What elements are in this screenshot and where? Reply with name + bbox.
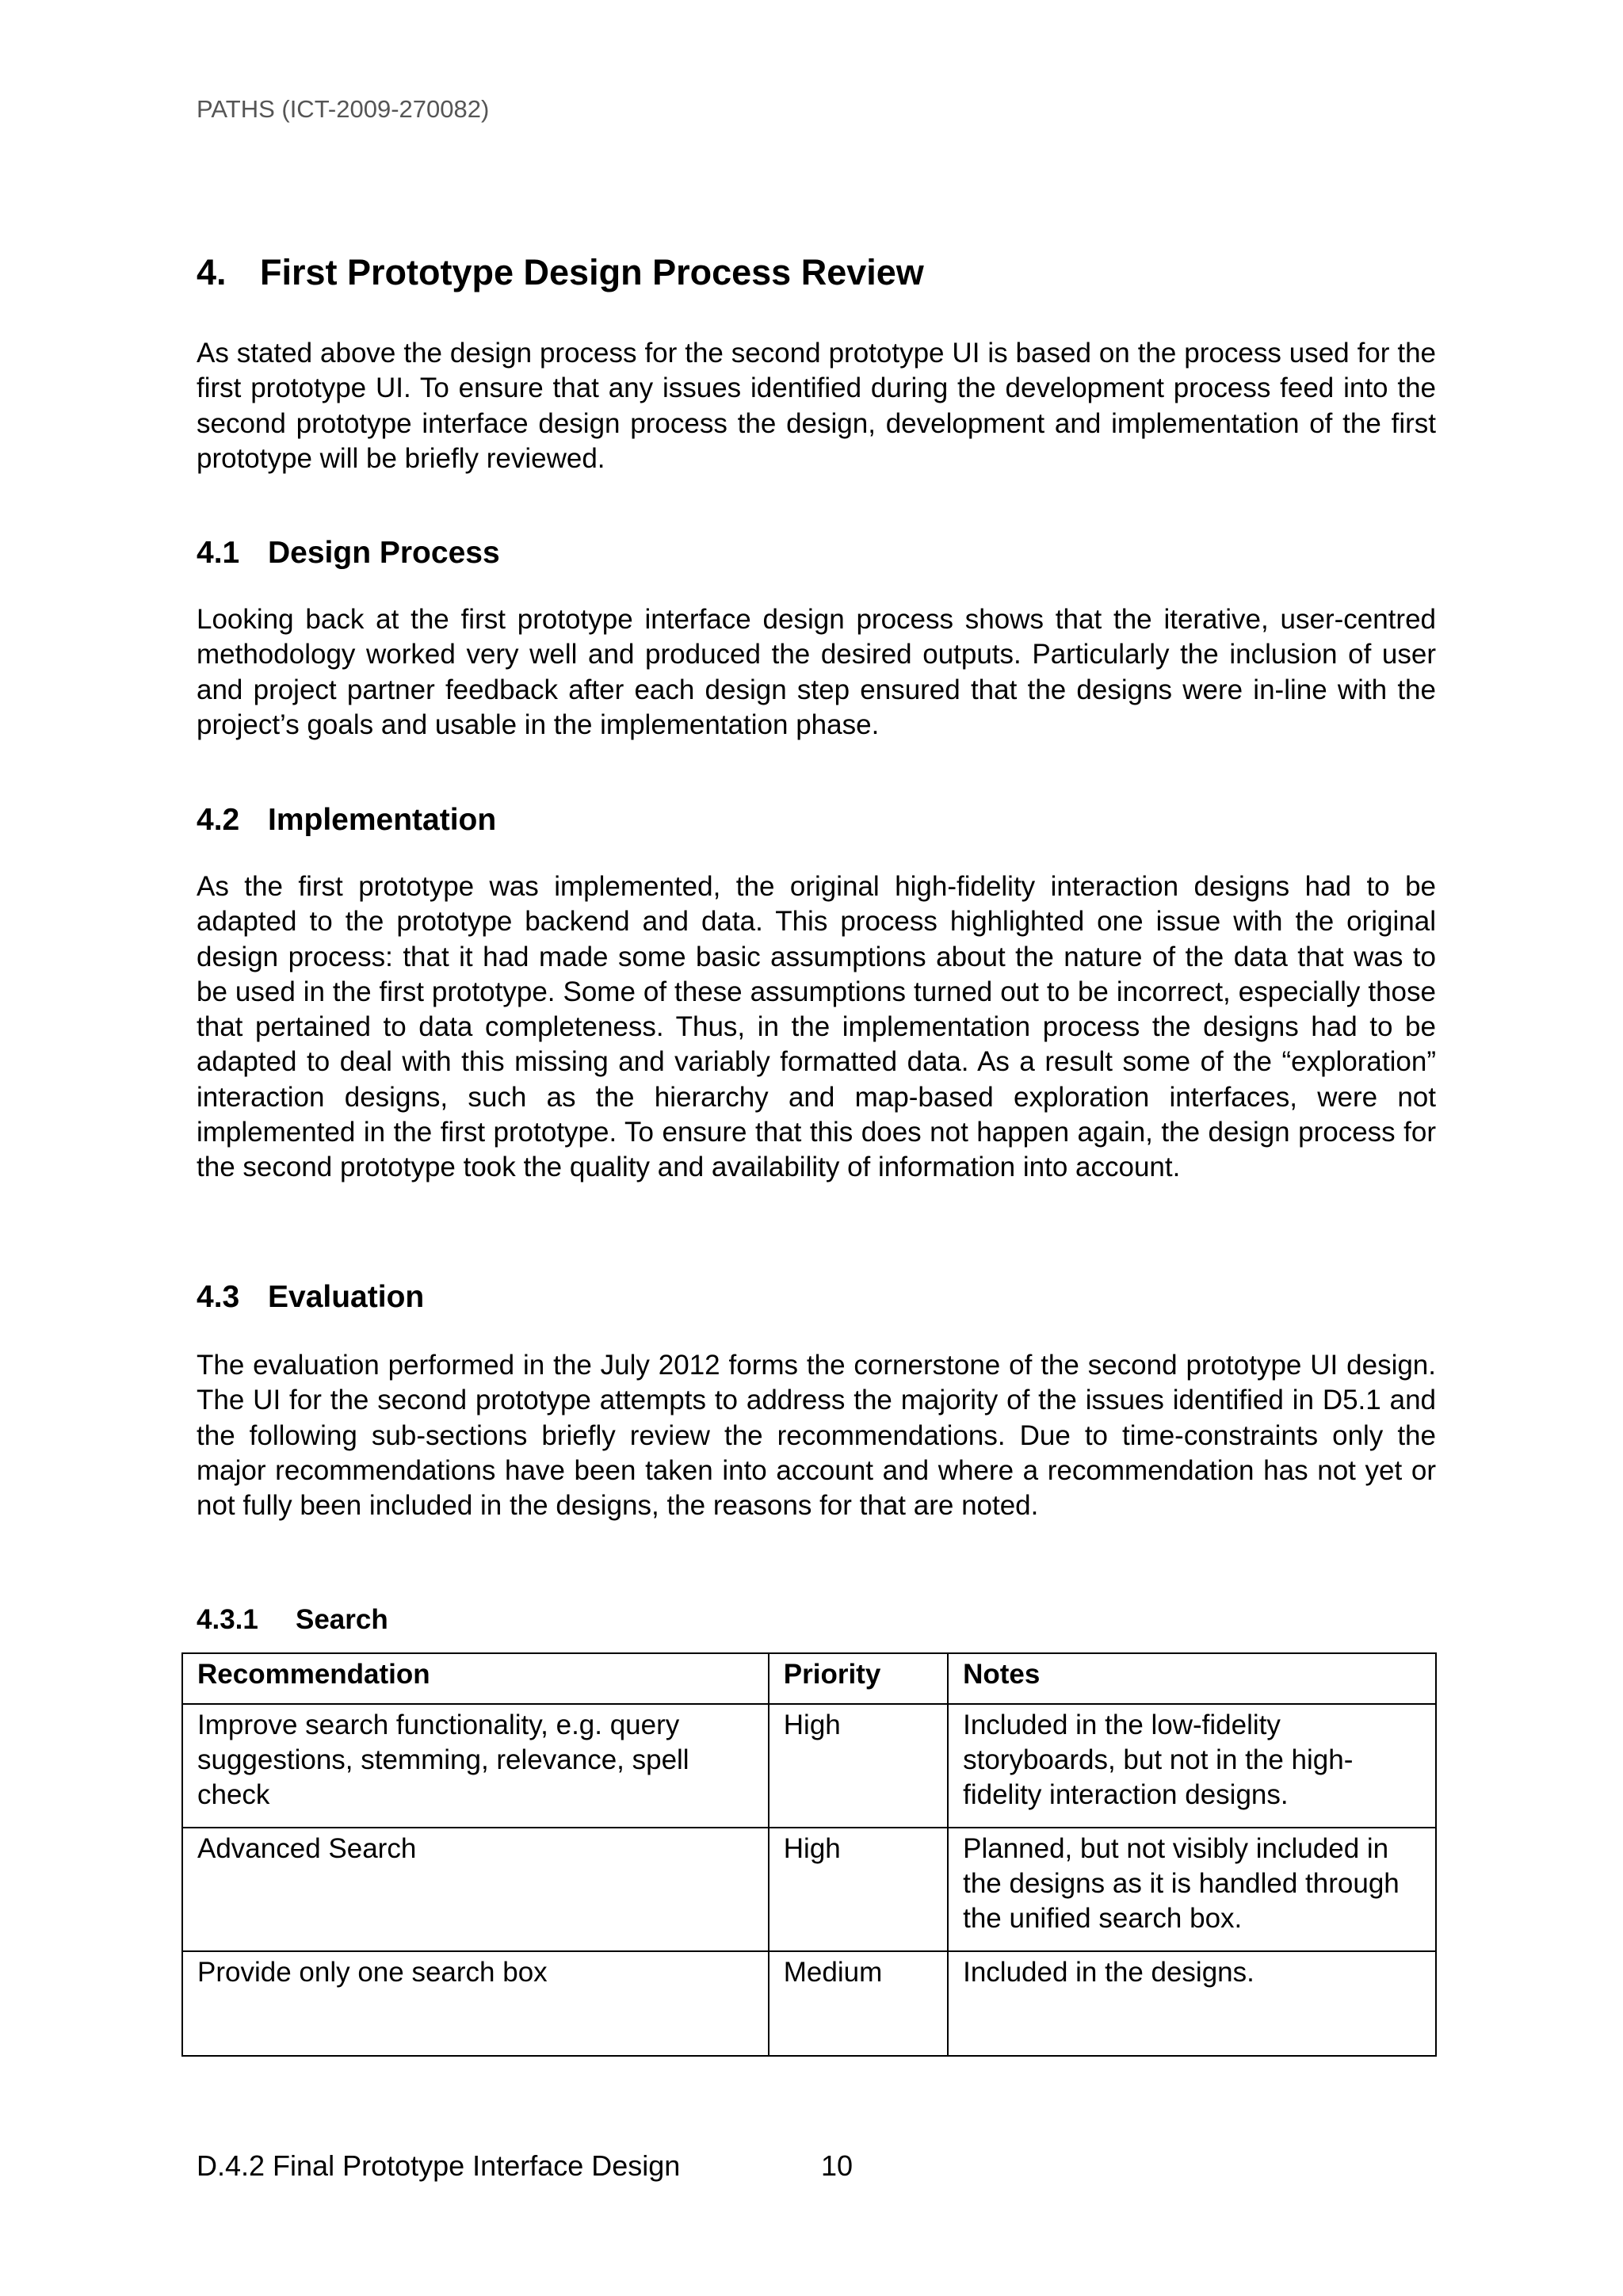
recommendation-cell: Provide only one search box xyxy=(182,1951,769,2056)
footer-document-title: D.4.2 Final Prototype Interface Design xyxy=(197,2149,681,2182)
notes-cell: Planned, but not visibly included in the designs as it is handled through the unified search box. xyxy=(948,1828,1436,1951)
priority-cell: High xyxy=(769,1704,948,1828)
priority-cell: High xyxy=(769,1828,948,1951)
section-4-1-heading xyxy=(197,536,500,571)
section-4-3-heading xyxy=(197,1280,424,1315)
column-header-notes: Notes xyxy=(948,1653,1436,1704)
table-row xyxy=(182,1951,1436,2056)
table-row xyxy=(182,1828,1436,1951)
section-4-number: 4. xyxy=(197,252,227,292)
column-header-recommendation: Recommendation xyxy=(182,1653,769,1704)
section-4-1-body: Looking back at the first prototype interface design process shows that the iterative, user-centred methodology worked very well and produced the desired outputs. Particularly the inclusion of user and project partner feedback after each design step ensured that the designs were in-line with the project’s goals and usable in the implementation phase. xyxy=(197,604,1436,740)
notes-cell: Included in the low-fidelity storyboards, but not in the high-fidelity interaction designs. xyxy=(948,1704,1436,1828)
notes-cell: Included in the designs. xyxy=(948,1951,1436,2056)
section-4-2-number: 4.2 xyxy=(197,803,240,837)
section-4-2-body: As the first prototype was implemented, the original high-fidelity interaction designs had to be adapted to the prototype backend and data. This process highlighted one issue with the original design process: that it had made some basic assumptions about the nature of the data that was to be used in the first prototype. Some of these assumptions turned out to be incorrect, especially those that pertained to data completeness. Thus, in the implementation process the designs had to be adapted to deal with this missing and variably formatted data. As a result some of the “exploration” interaction designs, such as the hierarchy and map-based exploration interfaces, were not implemented in the first prototype. To ensure that this does not happen again, the design process for the second prototype took the quality and availability of information into account. xyxy=(197,871,1436,1183)
section-4-intro: As stated above the design process for the second prototype UI is based on the process used for the first prototype UI. To ensure that any issues identified during the development process feed into the second prototype interface design process the design, development and implementation of the first prototype will be briefly reviewed. xyxy=(197,338,1436,474)
section-4-title: First Prototype Design Process Review xyxy=(260,252,924,292)
section-4-2-heading xyxy=(197,803,496,838)
section-4-3-1-number: 4.3.1 xyxy=(197,1604,258,1635)
section-4-heading xyxy=(197,252,924,293)
section-4-2-title: Implementation xyxy=(268,803,497,837)
table-header-row xyxy=(182,1653,1436,1704)
section-4-3-title: Evaluation xyxy=(268,1280,425,1314)
footer-page-number: 10 xyxy=(821,2149,854,2182)
section-4-3-number: 4.3 xyxy=(197,1280,240,1314)
document-header: PATHS (ICT-2009-270082) xyxy=(197,95,490,123)
section-4-3-1-title: Search xyxy=(296,1604,388,1635)
priority-cell: Medium xyxy=(769,1951,948,2056)
recommendation-cell: Improve search functionality, e.g. query suggestions, stemming, relevance, spell check xyxy=(182,1704,769,1828)
section-4-1-number: 4.1 xyxy=(197,536,240,570)
recommendation-cell: Advanced Search xyxy=(182,1828,769,1951)
section-4-1-title: Design Process xyxy=(268,536,500,570)
section-4-3-1-heading xyxy=(197,1604,388,1636)
search-recommendations-table xyxy=(181,1652,1437,2057)
table-row xyxy=(182,1704,1436,1828)
section-4-3-body: The evaluation performed in the July 2012 forms the cornerstone of the second prototype UI design. The UI for the second prototype attempts to address the majority of the issues identified in D5.1 and the following sub-sections briefly review the recommendations. Due to time-constraints only the major recommendations have been taken into account and where a recommendation has not yet or not fully been included in the designs, the reasons for that are noted. xyxy=(197,1350,1436,1522)
column-header-priority: Priority xyxy=(769,1653,948,1704)
